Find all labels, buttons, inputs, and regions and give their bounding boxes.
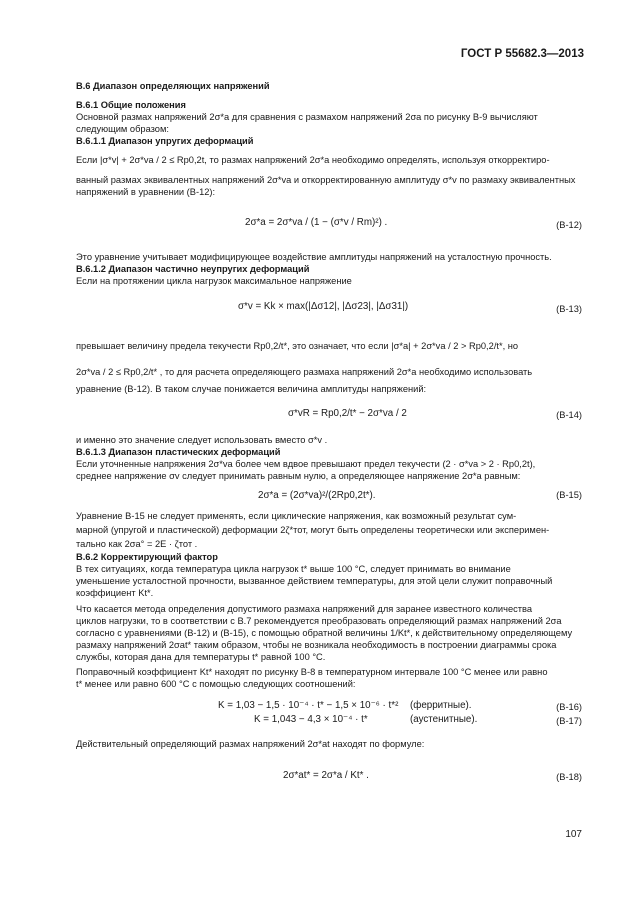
equation-number: (В-18) xyxy=(556,772,582,782)
paragraph-line: службы, которая дана для температуры t* равной 100 °C. xyxy=(76,652,326,662)
paragraph-line: марной (упругой и пластической) деформации 2ζ*тот, могут быть определены теоретически или эксперимен- xyxy=(76,525,550,535)
subsection-heading: В.6.1 Общие положения xyxy=(76,100,186,110)
paragraph-line: напряжений в уравнении (В-12): xyxy=(76,187,216,197)
paragraph-line: среднее напряжение σv следует принимать равным нулю, а определяющее напряжение 2σ*a равным: xyxy=(76,471,521,481)
section-heading: В.6 Диапазон определяющих напряжений xyxy=(76,81,270,91)
paragraph-line: Основной размах напряжений 2σ*a для сравнения с размахом напряжений 2σa по рисунку В-9 вычисляют xyxy=(76,112,538,122)
paragraph-line: размаху напряжений 2σat* таким образом, чтобы не возникала необходимость в построении диаграммы срока xyxy=(76,640,557,650)
equation-number: (В-13) xyxy=(556,304,582,314)
paragraph-line: уравнение (В-12). В таком случае понижается величина амплитуды напряжений: xyxy=(76,384,427,394)
paragraph-line: В тех ситуациях, когда температура цикла нагрузок t* выше 100 °C, следует принимать во внимание xyxy=(76,564,511,574)
equation-number: (В-17) xyxy=(556,716,582,726)
paragraph-line: ванный размах эквивалентных напряжений 2σ*va и откорректированную амплитуду σ*v по размаху эквивалентных xyxy=(76,175,576,185)
paragraph-line: Если уточненные напряжения 2σ*va более чем вдвое превышают предел текучести (2 · σ*va > 2 · Rp0,2t), xyxy=(76,459,536,469)
subsection-heading: В.6.1.1 Диапазон упругих деформаций xyxy=(76,136,254,146)
paragraph-line: уменьшение усталостной прочности, вызванное действием температуры, для этой цели служит поправочный xyxy=(76,576,553,586)
equation-b17: K = 1,043 − 4,3 × 10⁻⁴ · t* xyxy=(254,714,368,725)
equation-b13: σ*v = Kk × max(|Δσ12|, |Δσ23|, |Δσ31|) xyxy=(238,301,409,312)
paragraph-line: превышает величину предела текучести Rp0,2/t*, это означает, что если |σ*a| + 2σ*va / 2 > Rp0,2/t*, но xyxy=(76,341,519,351)
paragraph-line: следующим образом: xyxy=(76,124,169,134)
paragraph-line: Если |σ*v| + 2σ*va / 2 ≤ Rp0,2t, то размах напряжений 2σ*a необходимо определять, используя откорректиро- xyxy=(76,155,550,165)
subsection-heading: В.6.1.2 Диапазон частично неупругих деформаций xyxy=(76,264,310,274)
paragraph-line: Это уравнение учитывает модифицирующее воздействие амплитуды напряжений на усталостную прочность. xyxy=(76,252,552,262)
paragraph-line: циклов нагрузки, то в соответствии с В.7 рекомендуется преобразовать определяющий размах напряжений 2σa xyxy=(76,616,562,626)
equation-number: (В-12) xyxy=(556,220,582,230)
paragraph-line: Уравнение В-15 не следует применять, если циклические напряжения, как возможный результат сум- xyxy=(76,511,517,521)
paragraph-line: Если на протяжении цикла нагрузок максимальное напряжение xyxy=(76,276,352,286)
equation-number: (В-15) xyxy=(556,490,582,500)
paragraph-line: Что касается метода определения допустимого размаха напряжений для заранее известного количества xyxy=(76,604,533,614)
equation-note: (аустенитные). xyxy=(410,714,478,725)
paragraph-line: коэффициент Kt*. xyxy=(76,588,154,598)
subsection-heading: В.6.2 Корректирующий фактор xyxy=(76,552,218,562)
paragraph-line: тально как 2σa° = 2E · ζтот . xyxy=(76,539,198,549)
equation-b14: σ*vR = Rp0,2/t* − 2σ*va / 2 xyxy=(288,408,407,419)
paragraph-line: Поправочный коэффициент Kt* находят по рисунку В-8 в температурном интервале 100 °C менее или равно xyxy=(76,667,548,677)
equation-b12: 2σ*a = 2σ*va / (1 − (σ*v / Rm)²) . xyxy=(245,217,388,228)
page-number: 107 xyxy=(565,829,582,840)
equation-note: (ферритные). xyxy=(410,700,472,711)
paragraph-line: согласно с уравнениями (В-12) и (В-15), с помощью обратной величины 1/Kt*, к действительному определяющему xyxy=(76,628,573,638)
paragraph-line: Действительный определяющий размах напряжений 2σ*at находят по формуле: xyxy=(76,739,425,749)
equation-number: (В-16) xyxy=(556,702,582,712)
equation-b18: 2σ*at* = 2σ*a / Kt* . xyxy=(283,770,369,781)
equation-b15: 2σ*a = (2σ*va)²/(2Rp0,2t*). xyxy=(258,490,376,501)
subsection-heading: В.6.1.3 Диапазон пластических деформаций xyxy=(76,447,281,457)
standard-header: ГОСТ Р 55682.3—2013 xyxy=(460,48,584,60)
equation-number: (В-14) xyxy=(556,410,582,420)
paragraph-line: 2σ*va / 2 ≤ Rp0,2/t* , то для расчета определяющего размаха напряжений 2σ*a необходимо использовать xyxy=(76,367,533,377)
paragraph-line: и именно это значение следует использовать вместо σ*v . xyxy=(76,435,328,445)
paragraph-line: t* менее или равно 600 °C с помощью следующих соотношений: xyxy=(76,679,356,689)
equation-b16: K = 1,03 − 1,5 · 10⁻⁴ · t* − 1,5 × 10⁻⁶ · t*² xyxy=(218,700,399,711)
